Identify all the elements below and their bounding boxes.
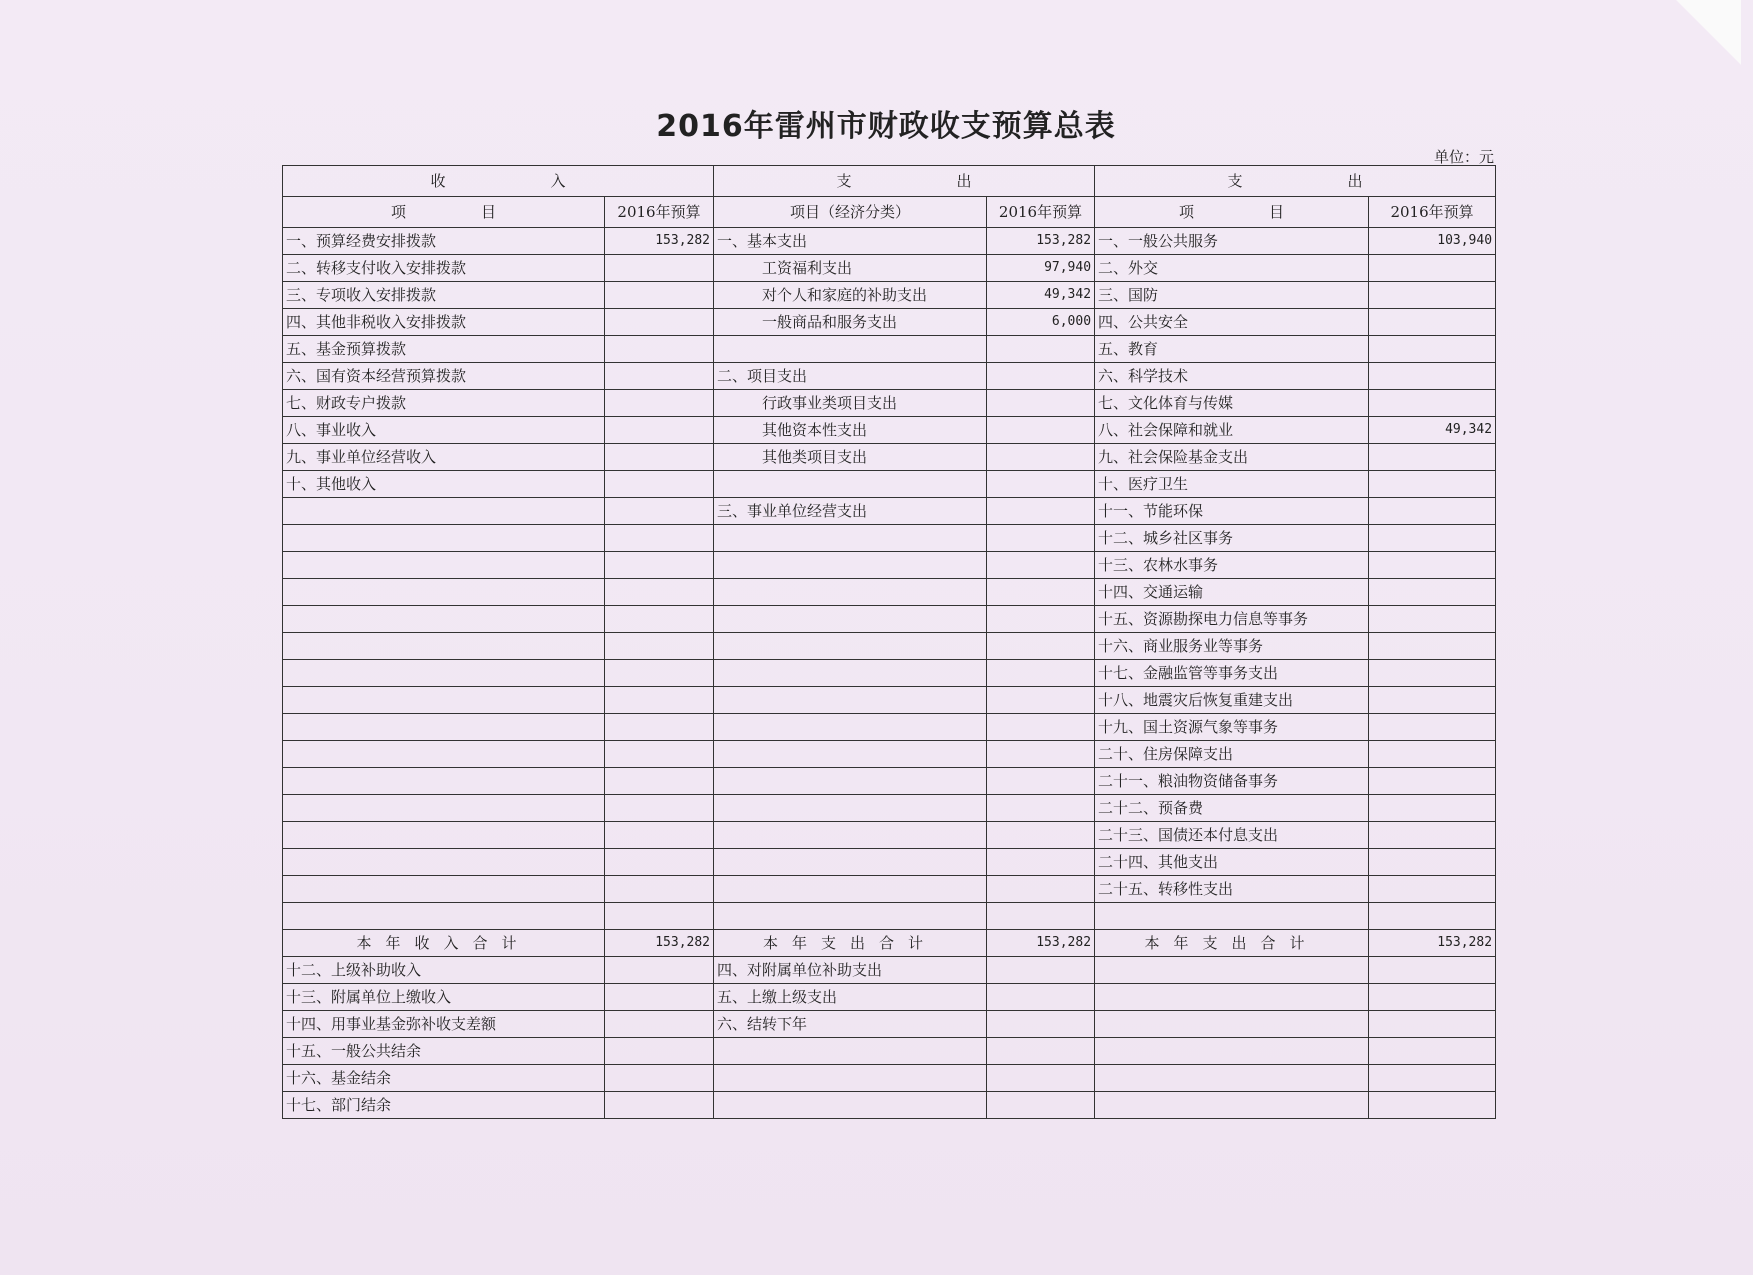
income-item-cell [283,552,605,579]
income-item-cell [283,768,605,795]
econ-budget-cell: 49,342 [987,282,1095,309]
income-budget-cell [605,984,714,1011]
econ-item-cell [714,606,987,633]
table-row [283,822,1496,849]
econ-budget-cell: 6,000 [987,309,1095,336]
col-header-func-item: 项 目 [1095,197,1369,228]
econ-item-cell: 一般商品和服务支出 [714,309,987,336]
func-total-label: 本年支出合计 [1095,930,1369,957]
func-budget-cell [1369,363,1496,390]
func-item-cell: 二十三、国债还本付息支出 [1095,822,1369,849]
econ-budget-cell [987,336,1095,363]
income-budget-cell [605,336,714,363]
income-item-cell: 十七、部门结余 [283,1092,605,1119]
income-budget-cell [605,417,714,444]
table-row [283,660,1496,687]
econ-item-cell [714,1092,987,1119]
func-item-cell: 十一、节能环保 [1095,498,1369,525]
group-header-row [283,166,1496,197]
income-item-cell [283,741,605,768]
func-item-cell: 十九、国土资源气象等事务 [1095,714,1369,741]
table-row [283,957,1496,984]
func-budget-cell [1369,795,1496,822]
func-budget-cell [1369,1011,1496,1038]
func-budget-cell [1369,687,1496,714]
table-row [283,471,1496,498]
econ-budget-cell [987,390,1095,417]
econ-item-cell [714,687,987,714]
income-item-cell: 十四、用事业基金弥补收支差额 [283,1011,605,1038]
econ-item-cell [714,471,987,498]
econ-item-cell [714,795,987,822]
income-budget-cell [605,552,714,579]
econ-item-cell [714,903,987,930]
func-item-cell [1095,1065,1369,1092]
income-budget-cell: 153,282 [605,228,714,255]
budget-table-body [283,166,1496,1119]
econ-budget-cell [987,876,1095,903]
income-item-cell: 十、其他收入 [283,471,605,498]
table-row [283,1065,1496,1092]
econ-budget-cell [987,795,1095,822]
table-row [283,1038,1496,1065]
income-item-cell [283,714,605,741]
func-budget-cell [1369,336,1496,363]
income-budget-cell [605,363,714,390]
table-row [283,714,1496,741]
econ-budget-cell: 97,940 [987,255,1095,282]
func-budget-cell [1369,1065,1496,1092]
income-item-cell [283,660,605,687]
income-budget-cell [605,498,714,525]
income-item-cell: 七、财政专户拨款 [283,390,605,417]
func-budget-cell [1369,525,1496,552]
econ-item-cell [714,1038,987,1065]
econ-budget-cell [987,957,1095,984]
func-budget-cell [1369,390,1496,417]
unit-label: 单位：元 [1433,148,1494,166]
econ-item-cell: 二、项目支出 [714,363,987,390]
table-row [283,417,1496,444]
table-row [283,849,1496,876]
group-header-expense-func: 支 出 [1095,166,1496,197]
income-item-cell [283,687,605,714]
table-row [283,255,1496,282]
income-budget-cell [605,255,714,282]
econ-budget-cell [987,849,1095,876]
income-item-cell [283,498,605,525]
income-item-cell: 十五、一般公共结余 [283,1038,605,1065]
func-budget-cell [1369,984,1496,1011]
econ-budget-cell [987,1038,1095,1065]
document-title: 2016年雷州市财政收支预算总表 [656,109,1116,144]
econ-item-cell [714,714,987,741]
econ-item-cell [714,660,987,687]
econ-item-cell [714,768,987,795]
table-row [283,606,1496,633]
econ-item-cell [714,552,987,579]
income-item-cell [283,903,605,930]
table-row [283,633,1496,660]
income-budget-cell [605,714,714,741]
income-budget-cell [605,1065,714,1092]
income-budget-cell [605,741,714,768]
econ-budget-cell [987,768,1095,795]
func-budget-cell [1369,444,1496,471]
func-budget-cell [1369,1038,1496,1065]
table-row [283,525,1496,552]
column-header-row [283,197,1496,228]
econ-budget-cell [987,579,1095,606]
econ-budget-cell [987,984,1095,1011]
econ-item-cell [714,876,987,903]
func-item-cell: 七、文化体育与传媒 [1095,390,1369,417]
table-row [283,552,1496,579]
func-budget-cell [1369,255,1496,282]
table-row [283,363,1496,390]
econ-item-cell: 工资福利支出 [714,255,987,282]
func-item-cell: 二十二、预备费 [1095,795,1369,822]
col-header-econ-budget: 2016年预算 [987,197,1095,228]
income-total-value: 153,282 [605,930,714,957]
income-item-cell: 八、事业收入 [283,417,605,444]
table-row [283,903,1496,930]
income-item-cell: 二、转移支付收入安排拨款 [283,255,605,282]
func-item-cell: 十二、城乡社区事务 [1095,525,1369,552]
econ-budget-cell [987,606,1095,633]
econ-item-cell: 四、对附属单位补助支出 [714,957,987,984]
income-item-cell: 九、事业单位经营收入 [283,444,605,471]
income-item-cell [283,633,605,660]
income-item-cell [283,822,605,849]
income-budget-cell [605,633,714,660]
func-item-cell: 十、医疗卫生 [1095,471,1369,498]
income-item-cell [283,795,605,822]
table-row [283,336,1496,363]
func-item-cell: 二十四、其他支出 [1095,849,1369,876]
econ-item-cell: 其他类项目支出 [714,444,987,471]
func-budget-cell [1369,498,1496,525]
income-budget-cell [605,1011,714,1038]
table-row [283,1092,1496,1119]
table-row [283,768,1496,795]
func-budget-cell [1369,1092,1496,1119]
econ-budget-cell [987,525,1095,552]
econ-budget-cell [987,633,1095,660]
table-row [283,876,1496,903]
table-row [283,1011,1496,1038]
func-budget-cell [1369,282,1496,309]
func-item-cell: 四、公共安全 [1095,309,1369,336]
func-item-cell [1095,1092,1369,1119]
func-budget-cell [1369,606,1496,633]
table-row [283,984,1496,1011]
econ-budget-cell [987,1011,1095,1038]
func-item-cell [1095,984,1369,1011]
income-item-cell: 一、预算经费安排拨款 [283,228,605,255]
econ-item-cell: 一、基本支出 [714,228,987,255]
func-item-cell: 二、外交 [1095,255,1369,282]
func-item-cell [1095,903,1369,930]
func-budget-cell [1369,714,1496,741]
table-row [283,795,1496,822]
func-budget-cell [1369,768,1496,795]
econ-item-cell [714,633,987,660]
econ-item-cell [714,822,987,849]
income-budget-cell [605,525,714,552]
econ-item-cell [714,849,987,876]
econ-item-cell: 其他资本性支出 [714,417,987,444]
income-item-cell [283,579,605,606]
func-item-cell: 九、社会保险基金支出 [1095,444,1369,471]
income-item-cell [283,606,605,633]
func-budget-cell [1369,876,1496,903]
col-header-income-budget: 2016年预算 [605,197,714,228]
func-budget-cell: 103,940 [1369,228,1496,255]
income-budget-cell [605,822,714,849]
econ-budget-cell [987,444,1095,471]
func-item-cell: 二十、住房保障支出 [1095,741,1369,768]
econ-budget-cell [987,714,1095,741]
func-item-cell: 十六、商业服务业等事务 [1095,633,1369,660]
econ-budget-cell [987,660,1095,687]
func-item-cell: 十三、农林水事务 [1095,552,1369,579]
econ-budget-cell [987,552,1095,579]
econ-total-value: 153,282 [987,930,1095,957]
func-total-value: 153,282 [1369,930,1496,957]
income-budget-cell [605,579,714,606]
income-budget-cell [605,849,714,876]
income-item-cell: 十三、附属单位上缴收入 [283,984,605,1011]
income-item-cell [283,849,605,876]
income-budget-cell [605,1092,714,1119]
func-item-cell: 一、一般公共服务 [1095,228,1369,255]
func-item-cell: 十八、地震灾后恢复重建支出 [1095,687,1369,714]
table-row [283,444,1496,471]
income-budget-cell [605,768,714,795]
income-budget-cell [605,1038,714,1065]
col-header-income-item: 项 目 [283,197,605,228]
econ-budget-cell [987,363,1095,390]
func-item-cell: 十四、交通运输 [1095,579,1369,606]
income-budget-cell [605,606,714,633]
paper-corner [1661,0,1741,80]
func-item-cell [1095,1011,1369,1038]
table-row [283,741,1496,768]
income-item-cell: 四、其他非税收入安排拨款 [283,309,605,336]
income-budget-cell [605,444,714,471]
group-header-income: 收 入 [283,166,714,197]
econ-budget-cell [987,471,1095,498]
income-budget-cell [605,282,714,309]
econ-item-cell [714,741,987,768]
econ-budget-cell [987,687,1095,714]
func-budget-cell [1369,957,1496,984]
income-budget-cell [605,390,714,417]
econ-budget-cell [987,822,1095,849]
table-row [283,228,1496,255]
econ-item-cell: 对个人和家庭的补助支出 [714,282,987,309]
income-total-label: 本年收入合计 [283,930,605,957]
income-budget-cell [605,795,714,822]
econ-budget-cell [987,741,1095,768]
func-item-cell: 十五、资源勘探电力信息等事务 [1095,606,1369,633]
table-row [283,498,1496,525]
income-item-cell [283,525,605,552]
func-item-cell: 二十五、转移性支出 [1095,876,1369,903]
econ-budget-cell [987,1092,1095,1119]
func-budget-cell [1369,471,1496,498]
table-row [283,579,1496,606]
econ-item-cell [714,1065,987,1092]
func-budget-cell [1369,741,1496,768]
econ-total-label: 本年支出合计 [714,930,987,957]
econ-budget-cell [987,498,1095,525]
econ-budget-cell: 153,282 [987,228,1095,255]
income-budget-cell [605,309,714,336]
func-budget-cell [1369,552,1496,579]
func-item-cell: 八、社会保障和就业 [1095,417,1369,444]
income-item-cell: 三、专项收入安排拨款 [283,282,605,309]
econ-budget-cell [987,903,1095,930]
econ-item-cell: 三、事业单位经营支出 [714,498,987,525]
func-budget-cell: 49,342 [1369,417,1496,444]
econ-item-cell [714,579,987,606]
table-row [283,282,1496,309]
income-item-cell: 十六、基金结余 [283,1065,605,1092]
income-budget-cell [605,957,714,984]
income-budget-cell [605,903,714,930]
func-budget-cell [1369,849,1496,876]
econ-item-cell [714,336,987,363]
func-item-cell: 六、科学技术 [1095,363,1369,390]
table-row [283,309,1496,336]
group-header-expense-econ: 支 出 [714,166,1095,197]
func-budget-cell [1369,903,1496,930]
func-item-cell [1095,1038,1369,1065]
econ-item-cell [714,525,987,552]
econ-item-cell: 五、上缴上级支出 [714,984,987,1011]
econ-item-cell: 行政事业类项目支出 [714,390,987,417]
table-row [283,687,1496,714]
func-budget-cell [1369,633,1496,660]
func-item-cell: 二十一、粮油物资储备事务 [1095,768,1369,795]
income-item-cell [283,876,605,903]
func-budget-cell [1369,579,1496,606]
income-budget-cell [605,687,714,714]
func-budget-cell [1369,822,1496,849]
table-row [283,390,1496,417]
income-item-cell: 六、国有资本经营预算拨款 [283,363,605,390]
econ-item-cell: 六、结转下年 [714,1011,987,1038]
func-item-cell: 五、教育 [1095,336,1369,363]
econ-budget-cell [987,1065,1095,1092]
func-item-cell: 十七、金融监管等事务支出 [1095,660,1369,687]
income-budget-cell [605,660,714,687]
func-item-cell: 三、国防 [1095,282,1369,309]
func-item-cell [1095,957,1369,984]
col-header-econ-item: 项目（经济分类） [714,197,987,228]
income-item-cell: 五、基金预算拨款 [283,336,605,363]
econ-budget-cell [987,417,1095,444]
income-budget-cell [605,471,714,498]
func-budget-cell [1369,660,1496,687]
func-budget-cell [1369,309,1496,336]
totals-row [283,930,1496,957]
income-item-cell: 十二、上级补助收入 [283,957,605,984]
income-budget-cell [605,876,714,903]
col-header-func-budget: 2016年预算 [1369,197,1496,228]
budget-table [282,165,1496,1119]
